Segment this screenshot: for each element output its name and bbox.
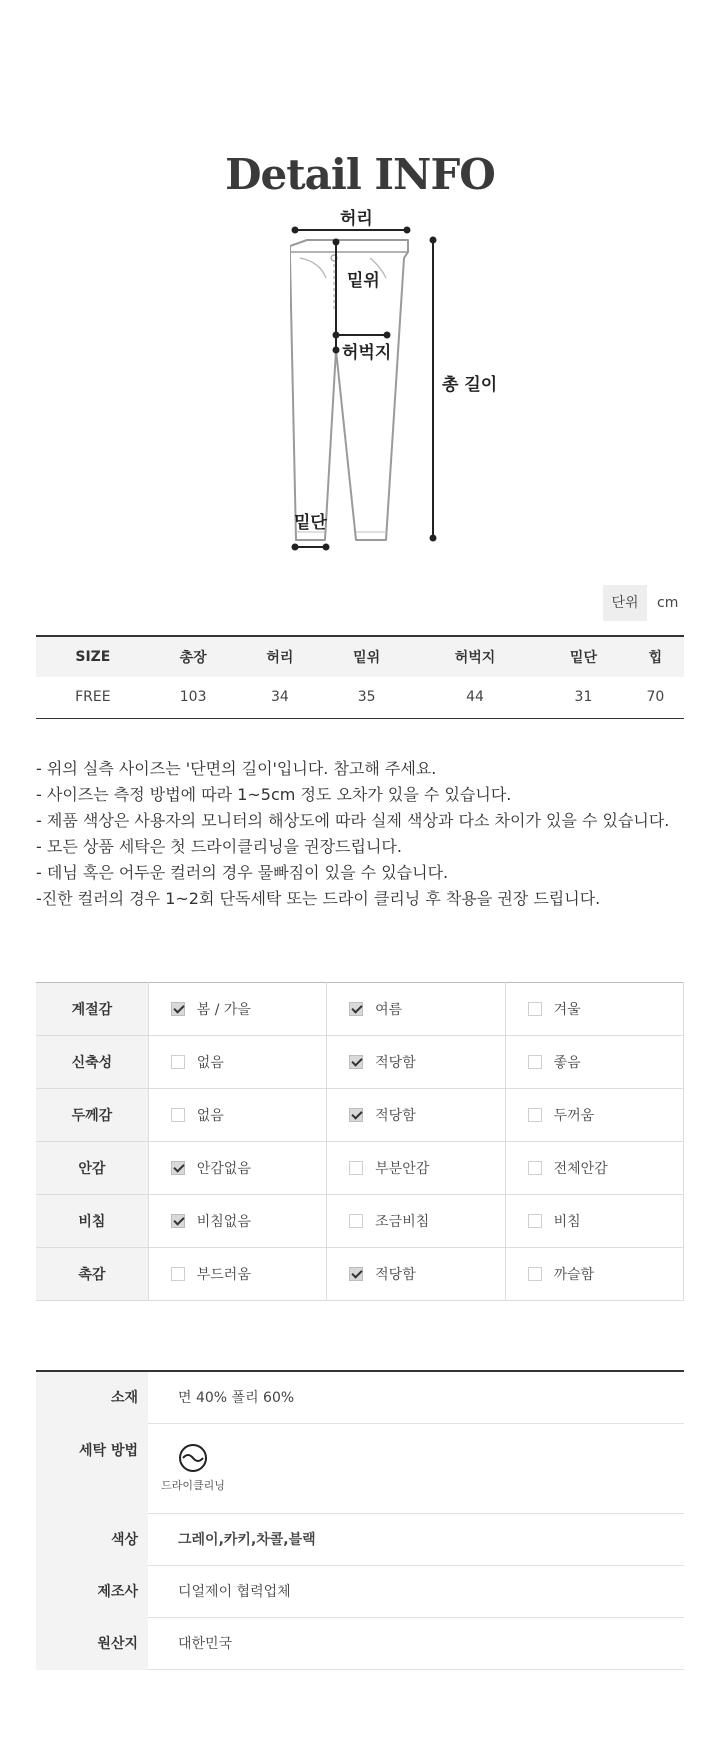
material-label: 소재 bbox=[36, 1371, 148, 1423]
feature-option bbox=[327, 1248, 505, 1301]
table-row bbox=[36, 1423, 684, 1513]
feature-option bbox=[505, 1142, 683, 1195]
feature-label: 안감 bbox=[36, 1142, 148, 1195]
checked-checkbox-icon bbox=[349, 1055, 363, 1069]
feature-row bbox=[36, 1142, 684, 1195]
feature-option-label: 없음 bbox=[196, 1108, 224, 1124]
checked-checkbox-icon bbox=[171, 1002, 185, 1016]
waist-label: 허리 bbox=[340, 209, 373, 229]
note-line: - 위의 실측 사이즈는 '단면의 길이'입니다. 참고해 주세요. bbox=[36, 759, 437, 778]
size-header: 밑단 bbox=[540, 636, 627, 677]
feature-option-label: 비침 bbox=[553, 1214, 581, 1230]
size-header: 허리 bbox=[237, 636, 324, 677]
feature-row bbox=[36, 1195, 684, 1248]
color-value: 그레이,카키,차콜,블랙 bbox=[148, 1513, 684, 1565]
total-length-label: 총 길이 bbox=[442, 375, 498, 395]
feature-option bbox=[505, 1195, 683, 1248]
size-notes bbox=[36, 756, 669, 912]
size-cell: 103 bbox=[150, 677, 237, 718]
feature-option bbox=[327, 983, 505, 1036]
manufacturer-label: 제조사 bbox=[36, 1565, 148, 1617]
page-title: Detail INFO bbox=[225, 150, 495, 199]
feature-option bbox=[327, 1036, 505, 1089]
feature-option-label: 적당함 bbox=[375, 1055, 416, 1071]
feature-option-label: 안감없음 bbox=[196, 1161, 251, 1177]
size-cell: 31 bbox=[540, 677, 627, 718]
feature-label: 두께감 bbox=[36, 1089, 148, 1142]
checked-checkbox-icon bbox=[171, 1161, 185, 1175]
table-row bbox=[36, 1617, 684, 1669]
checked-checkbox-icon bbox=[349, 1267, 363, 1281]
feature-option bbox=[148, 1195, 326, 1248]
feature-option-label: 없음 bbox=[196, 1055, 224, 1071]
unchecked-checkbox-icon bbox=[349, 1161, 363, 1175]
feature-option-label: 겨울 bbox=[553, 1002, 581, 1018]
unit-indicator bbox=[603, 585, 678, 621]
table-row bbox=[36, 677, 684, 718]
checked-checkbox-icon bbox=[349, 1002, 363, 1016]
size-header: 밑위 bbox=[323, 636, 410, 677]
note-line: - 데님 혹은 어두운 컬러의 경우 물빠짐이 있을 수 있습니다. bbox=[36, 863, 449, 882]
unchecked-checkbox-icon bbox=[171, 1108, 185, 1122]
size-header: 총장 bbox=[150, 636, 237, 677]
dry-clean-icon bbox=[177, 1443, 209, 1473]
feature-table bbox=[36, 982, 684, 1301]
checked-checkbox-icon bbox=[349, 1108, 363, 1122]
feature-option-label: 두꺼움 bbox=[553, 1108, 595, 1124]
material-value: 면 40% 폴리 60% bbox=[148, 1371, 684, 1423]
feature-option-label: 까슬함 bbox=[553, 1267, 595, 1283]
feature-row bbox=[36, 983, 684, 1036]
feature-option-label: 봄 / 가을 bbox=[196, 1002, 251, 1018]
unit-label: 단위 bbox=[603, 585, 647, 621]
feature-option-label: 조금비침 bbox=[375, 1214, 430, 1230]
rise-label: 밑위 bbox=[347, 271, 380, 291]
size-cell: FREE bbox=[36, 677, 150, 718]
feature-option bbox=[148, 1248, 326, 1301]
product-info-table bbox=[36, 1370, 684, 1670]
table-row bbox=[36, 1371, 684, 1423]
size-cell: 34 bbox=[237, 677, 324, 718]
note-line: - 모든 상품 세탁은 첫 드라이클리닝을 권장드립니다. bbox=[36, 837, 402, 856]
size-header: SIZE bbox=[36, 636, 150, 677]
thigh-label: 허벅지 bbox=[342, 343, 392, 363]
unchecked-checkbox-icon bbox=[528, 1267, 542, 1281]
feature-option-label: 적당함 bbox=[375, 1108, 416, 1124]
feature-option-label: 부드러움 bbox=[196, 1267, 251, 1283]
feature-label: 비침 bbox=[36, 1195, 148, 1248]
feature-label: 신축성 bbox=[36, 1036, 148, 1089]
feature-option bbox=[148, 1142, 326, 1195]
feature-row bbox=[36, 1089, 684, 1142]
feature-option bbox=[148, 1036, 326, 1089]
unchecked-checkbox-icon bbox=[171, 1267, 185, 1281]
checked-checkbox-icon bbox=[171, 1214, 185, 1228]
size-cell: 70 bbox=[627, 677, 684, 718]
feature-option bbox=[327, 1089, 505, 1142]
washing-value: 드라이클리닝 bbox=[161, 1479, 225, 1492]
table-row bbox=[36, 1513, 684, 1565]
feature-option-label: 전체안감 bbox=[553, 1161, 608, 1177]
feature-option-label: 비침없음 bbox=[196, 1214, 251, 1230]
feature-option bbox=[148, 1089, 326, 1142]
hem-label: 밑단 bbox=[294, 513, 327, 533]
feature-label: 계절감 bbox=[36, 983, 148, 1036]
feature-option bbox=[505, 1089, 683, 1142]
feature-option-label: 적당함 bbox=[375, 1267, 416, 1283]
pants-measurement-diagram bbox=[290, 200, 520, 560]
feature-row bbox=[36, 1036, 684, 1089]
unchecked-checkbox-icon bbox=[528, 1055, 542, 1069]
note-line: - 제품 색상은 사용자의 모니터의 해상도에 따라 실제 색상과 다소 차이가 있을 수 있습니다. bbox=[36, 811, 670, 830]
feature-label: 촉감 bbox=[36, 1248, 148, 1301]
feature-option bbox=[505, 1036, 683, 1089]
size-header: 허벅지 bbox=[410, 636, 540, 677]
feature-option bbox=[505, 983, 683, 1036]
origin-label: 원산지 bbox=[36, 1617, 148, 1669]
unchecked-checkbox-icon bbox=[528, 1002, 542, 1016]
note-line: -진한 컬러의 경우 1~2회 단독세탁 또는 드라이 클리닝 후 착용을 권장 드립니다. bbox=[36, 889, 601, 908]
unchecked-checkbox-icon bbox=[171, 1055, 185, 1069]
feature-row bbox=[36, 1248, 684, 1301]
unchecked-checkbox-icon bbox=[528, 1161, 542, 1175]
table-row bbox=[36, 1565, 684, 1617]
feature-option bbox=[505, 1248, 683, 1301]
feature-option bbox=[148, 983, 326, 1036]
feature-option bbox=[327, 1142, 505, 1195]
origin-value: 대한민국 bbox=[148, 1617, 684, 1669]
unchecked-checkbox-icon bbox=[528, 1108, 542, 1122]
color-label: 색상 bbox=[36, 1513, 148, 1565]
unchecked-checkbox-icon bbox=[528, 1214, 542, 1228]
washing-method bbox=[158, 1443, 228, 1493]
size-cell: 44 bbox=[410, 677, 540, 718]
feature-option bbox=[327, 1195, 505, 1248]
feature-option-label: 여름 bbox=[375, 1002, 403, 1018]
manufacturer-value: 디얼제이 협력업체 bbox=[148, 1565, 684, 1617]
note-line: - 사이즈는 측정 방법에 따라 1~5cm 정도 오차가 있을 수 있습니다. bbox=[36, 785, 512, 804]
size-table bbox=[36, 635, 684, 719]
feature-option-label: 부분안감 bbox=[375, 1161, 430, 1177]
feature-option-label: 좋음 bbox=[553, 1055, 581, 1071]
unchecked-checkbox-icon bbox=[349, 1214, 363, 1228]
unit-value: cm bbox=[657, 595, 679, 611]
size-cell: 35 bbox=[323, 677, 410, 718]
washing-label: 세탁 방법 bbox=[36, 1423, 148, 1513]
size-header: 힙 bbox=[627, 636, 684, 677]
